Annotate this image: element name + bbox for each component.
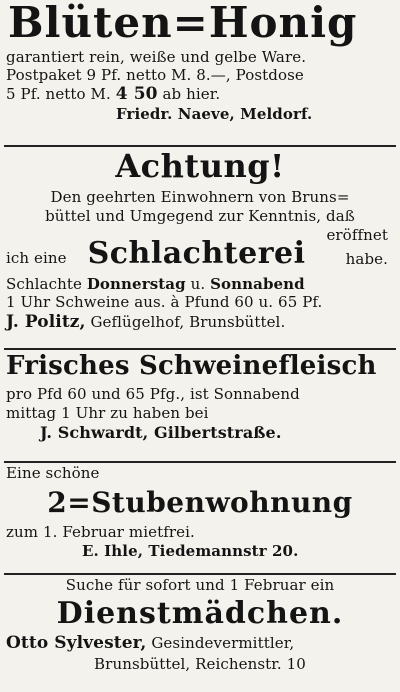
butcher-advertisement (0, 147, 400, 332)
apartment-headline: 2=Stubenwohnung (47, 486, 353, 519)
agent-address: Brunsbüttel, Reichenstr. 10 (94, 655, 306, 673)
pork-signature: J. Schwardt, Gilbertstraße. (40, 423, 282, 442)
butcher-price-line: 1 Uhr Schweine aus. à Pfund 60 u. 65 Pf. (6, 293, 323, 311)
attention-headline: Achtung! (115, 147, 285, 185)
maid-headline: Dienstmädchen. (56, 596, 344, 631)
pork-price-line: pro Pfd 60 und 65 Pfg., ist Sonnabend (6, 385, 300, 403)
butcher-days-line: Schlachte Donnerstag u. Sonnabend (6, 275, 305, 293)
butcher-announcement-line: ich eine Schlachterei eröffnet habe. (6, 226, 388, 271)
honey-headline: Blüten=Honig (8, 0, 358, 47)
pork-headline: Frisches Schweinefleisch (6, 351, 377, 381)
maid-intro: Suche für sofort und 1 Februar ein (65, 576, 335, 594)
butcher-intro-line-2: büttel und Umgegend zur Kenntnis, daß (45, 207, 355, 225)
honey-advertisement (0, 2, 400, 122)
honey-signature: Friedr. Naeve, Meldorf. (116, 105, 313, 123)
maid-advertisement (0, 578, 400, 672)
pork-advertisement (0, 353, 400, 441)
apartment-advertisement (0, 466, 400, 559)
butcher-shop-word: Schlachterei (87, 236, 306, 271)
divider (4, 461, 396, 463)
honey-price-line-2: 5 Pf. netto M. 4 50 ab hier. (6, 84, 221, 104)
pork-time-line: mittag 1 Uhr zu haben bei (6, 404, 209, 422)
apartment-intro: Eine schöne (6, 464, 100, 482)
divider (4, 573, 396, 575)
butcher-signature: J. Politz, Geflügelhof, Brunsbüttel. (6, 312, 286, 332)
agent-line: Otto Sylvester, Gesindevermittler, (6, 633, 295, 653)
apartment-signature: E. Ihle, Tiedemannstr 20. (82, 542, 299, 560)
divider (4, 348, 396, 350)
honey-price-line: Postpaket 9 Pf. netto M. 8.—, Postdose (6, 66, 304, 84)
honey-quality-line: garantiert rein, weiße und gelbe Ware. (6, 48, 307, 66)
butcher-intro-line-1: Den geehrten Einwohnern von Bruns= (50, 188, 350, 206)
apartment-availability: zum 1. Februar mietfrei. (6, 523, 195, 541)
